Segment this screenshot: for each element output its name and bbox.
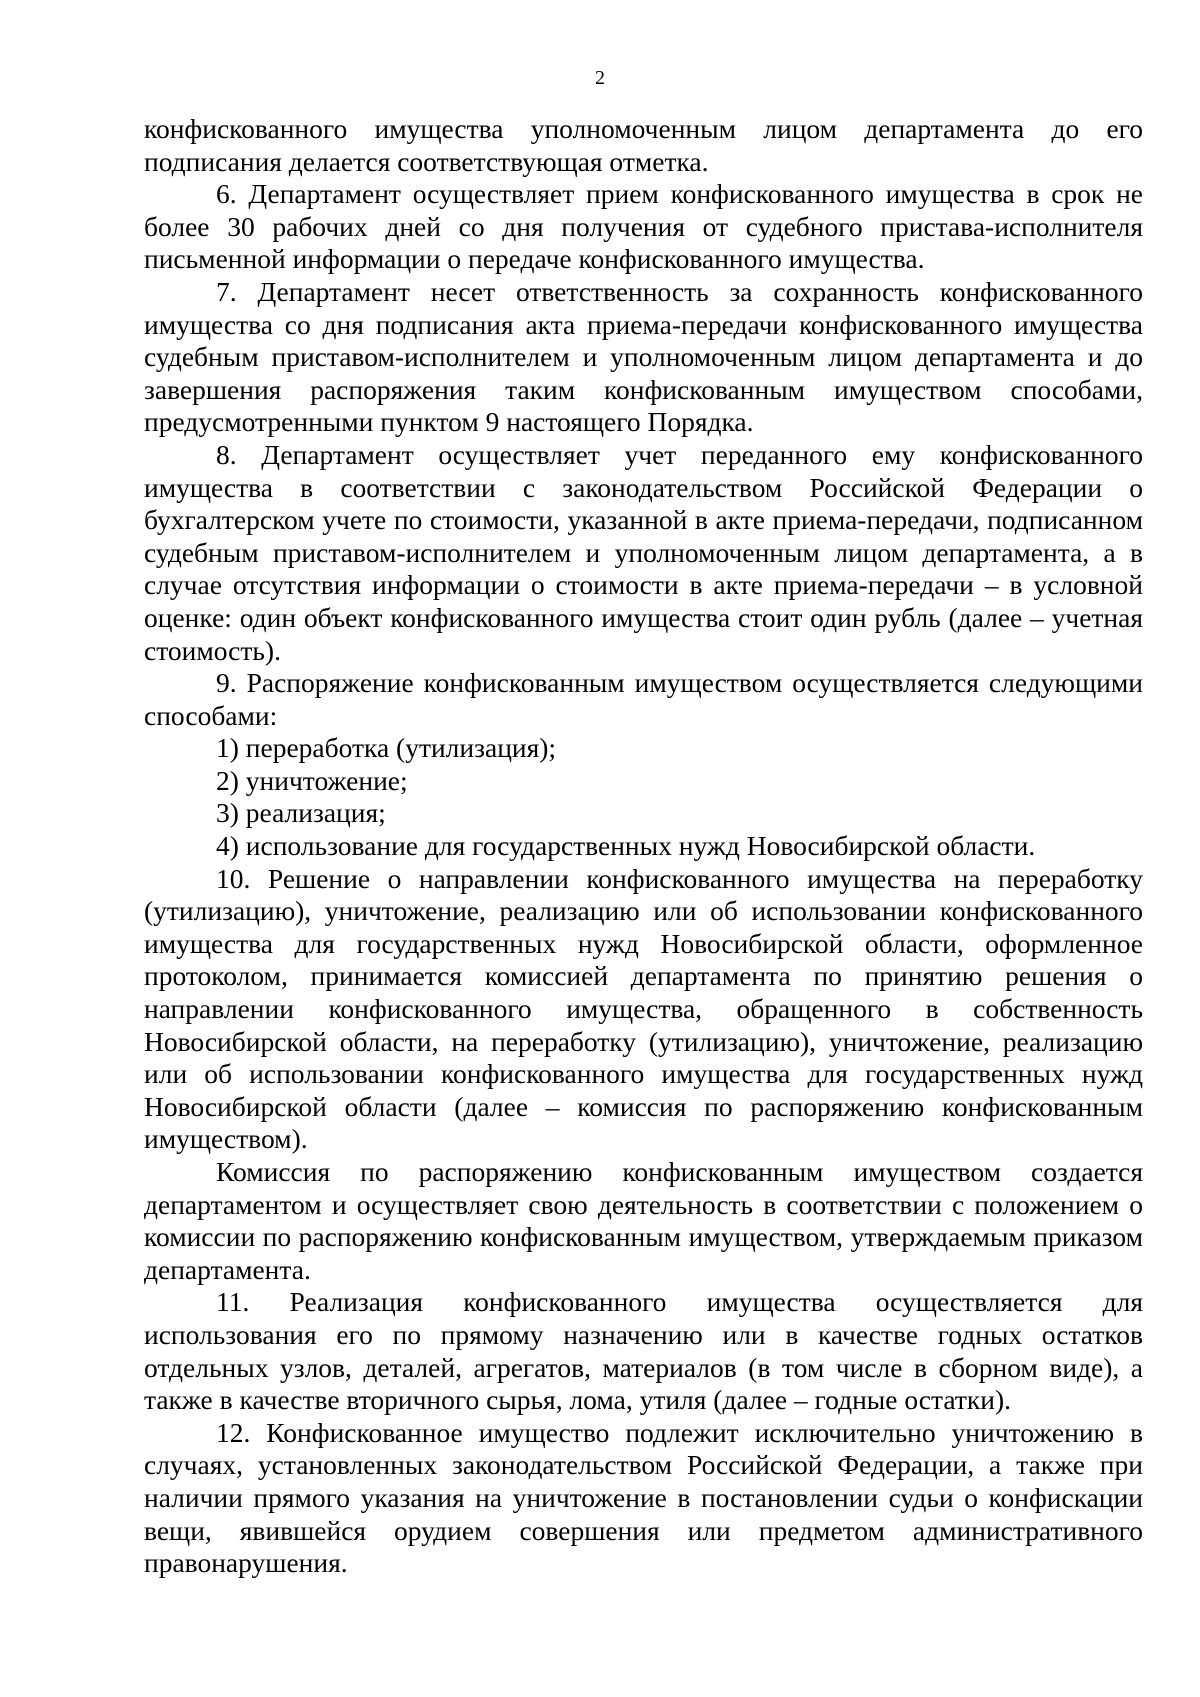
paragraph-item-9: 9. Распоряжение конфискованным имуществом осуществляется следующими способами: (144, 667, 1143, 731)
paragraph-item-11: 11. Реализация конфискованного имущества осуществляется для использования его по прямому назначению или в качестве годных остатков отдельных узлов, деталей, агрегатов, материалов (в том числе в сборном виде), а также в качестве вторичного сырья, лома, утиля (далее – годные остатки). (144, 1286, 1143, 1416)
paragraph-item-8: 8. Департамент осуществляет учет переданного ему конфискованного имущества в соответствии с законодательством Российской Федерации о бухгалтерском учете по стоимости, указанной в акте приема-передачи, подписанном судебным приставом-исполнителем и уполномоченным лицом департамента, а в случае отсутствия информации о стоимости в акте приема-передачи – в условной оценке: один объект конфискованного имущества стоит один рубль (далее – учетная стоимость). (144, 438, 1143, 666)
paragraph-continuation: конфискованного имущества уполномоченным лицом департамента до его подписания делается соответствующая отметка. (144, 113, 1143, 177)
list-item-recycling: 1) переработка (утилизация); (216, 732, 557, 764)
page-number: 2 (595, 67, 605, 89)
list-item-destruction: 2) уничтожение; (216, 764, 408, 796)
list-item-state-use: 4) использование для государственных нужд Новосибирской области. (216, 830, 1036, 862)
paragraph-item-10: 10. Решение о направлении конфискованного имущества на переработку (утилизацию), уничтожение, реализацию или об использовании конфискованного имущества для государственных нужд Новосибирской области, оформленное протоколом, принимается комиссией департамента по принятию решения о направлении конфискованного имущества, обращенного в собственность Новосибирской области, на переработку (утилизацию), уничтожение, реализацию или об использовании конфискованного имущества для государственных нужд Новосибирской области (далее – комиссия по распоряжению конфискованным имуществом). (144, 862, 1143, 1155)
paragraph-item-6: 6. Департамент осуществляет прием конфискованного имущества в срок не более 30 рабочих дней со дня получения от судебного пристава-исполнителя письменной информации о передаче конфискованного имущества. (144, 178, 1143, 275)
document-body (144, 113, 1143, 1580)
paragraph-item-12: 12. Конфискованное имущество подлежит исключительно уничтожению в случаях, установленных законодательством Российской Федерации, а также при наличии прямого указания на уничтожение в постановлении судьи о конфискации вещи, явившейся орудием совершения или предметом административного правонарушения. (144, 1416, 1143, 1579)
paragraph-item-7: 7. Департамент несет ответственность за сохранность конфискованного имущества со дня подписания акта приема-передачи конфискованного имущества судебным приставом-исполнителем и уполномоченным лицом департамента и до завершения распоряжения таким конфискованным имуществом способами, предусмотренными пунктом 9 настоящего Порядка. (144, 275, 1143, 438)
list-item-sale: 3) реализация; (216, 797, 386, 829)
paragraph-commission: Комиссия по распоряжению конфискованным имуществом создается департаментом и осуществляет свою деятельность в соответствии с положением о комиссии по распоряжению конфискованным имуществом, утверждаемым приказом департамента. (144, 1156, 1143, 1285)
